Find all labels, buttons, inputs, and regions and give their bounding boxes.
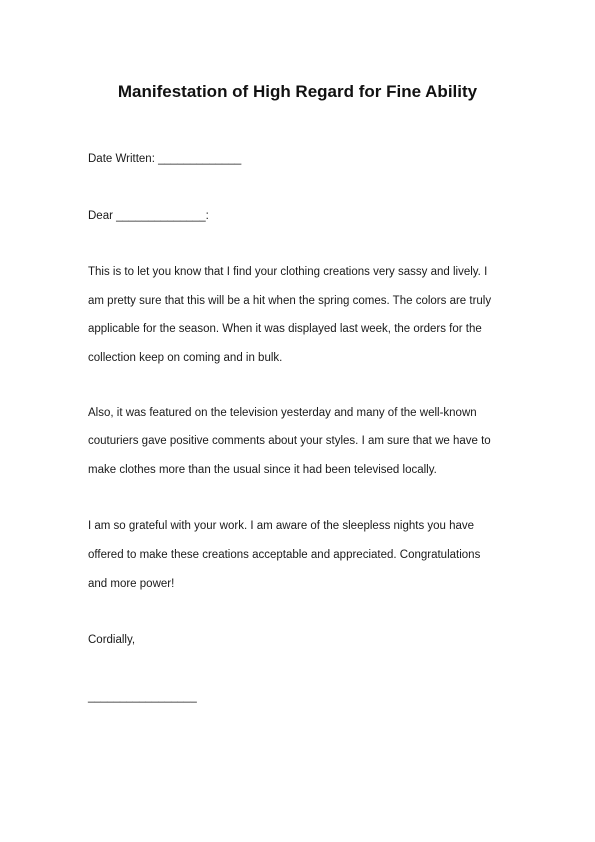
paragraph-2-line-2: couturiers gave positive comments about your styles. I am sure that we have to [88,435,491,447]
paragraph-1-line-2: am pretty sure that this will be a hit when the spring comes. The colors are truly [88,295,492,307]
letter-title: Manifestation of High Regard for Fine Ability [117,82,478,101]
paragraph-3-line-1: I am so grateful with your work. I am aware of the sleepless nights you have [88,520,475,532]
paragraph-3-line-3: and more power! [88,578,175,590]
paragraph-2-line-1: Also, it was featured on the television yesterday and many of the well-known [88,407,477,419]
closing: Cordially, [88,634,136,646]
paragraph-1-line-1: This is to let you know that I find your clothing creations very sassy and lively. I [88,266,488,278]
salutation: Dear ______________: [88,210,209,222]
paragraph-3-line-2: offered to make these creations acceptable and appreciated. Congratulations [88,549,481,561]
paragraph-2-line-3: make clothes more than the usual since it had been televised locally. [88,464,437,476]
paragraph-1-line-4: collection keep on coming and in bulk. [88,352,283,364]
date-written-line: Date Written: _____________ [88,153,242,165]
paragraph-1-line-3: applicable for the season. When it was displayed last week, the orders for the [88,323,482,335]
signature-line: _________________ [88,691,197,703]
